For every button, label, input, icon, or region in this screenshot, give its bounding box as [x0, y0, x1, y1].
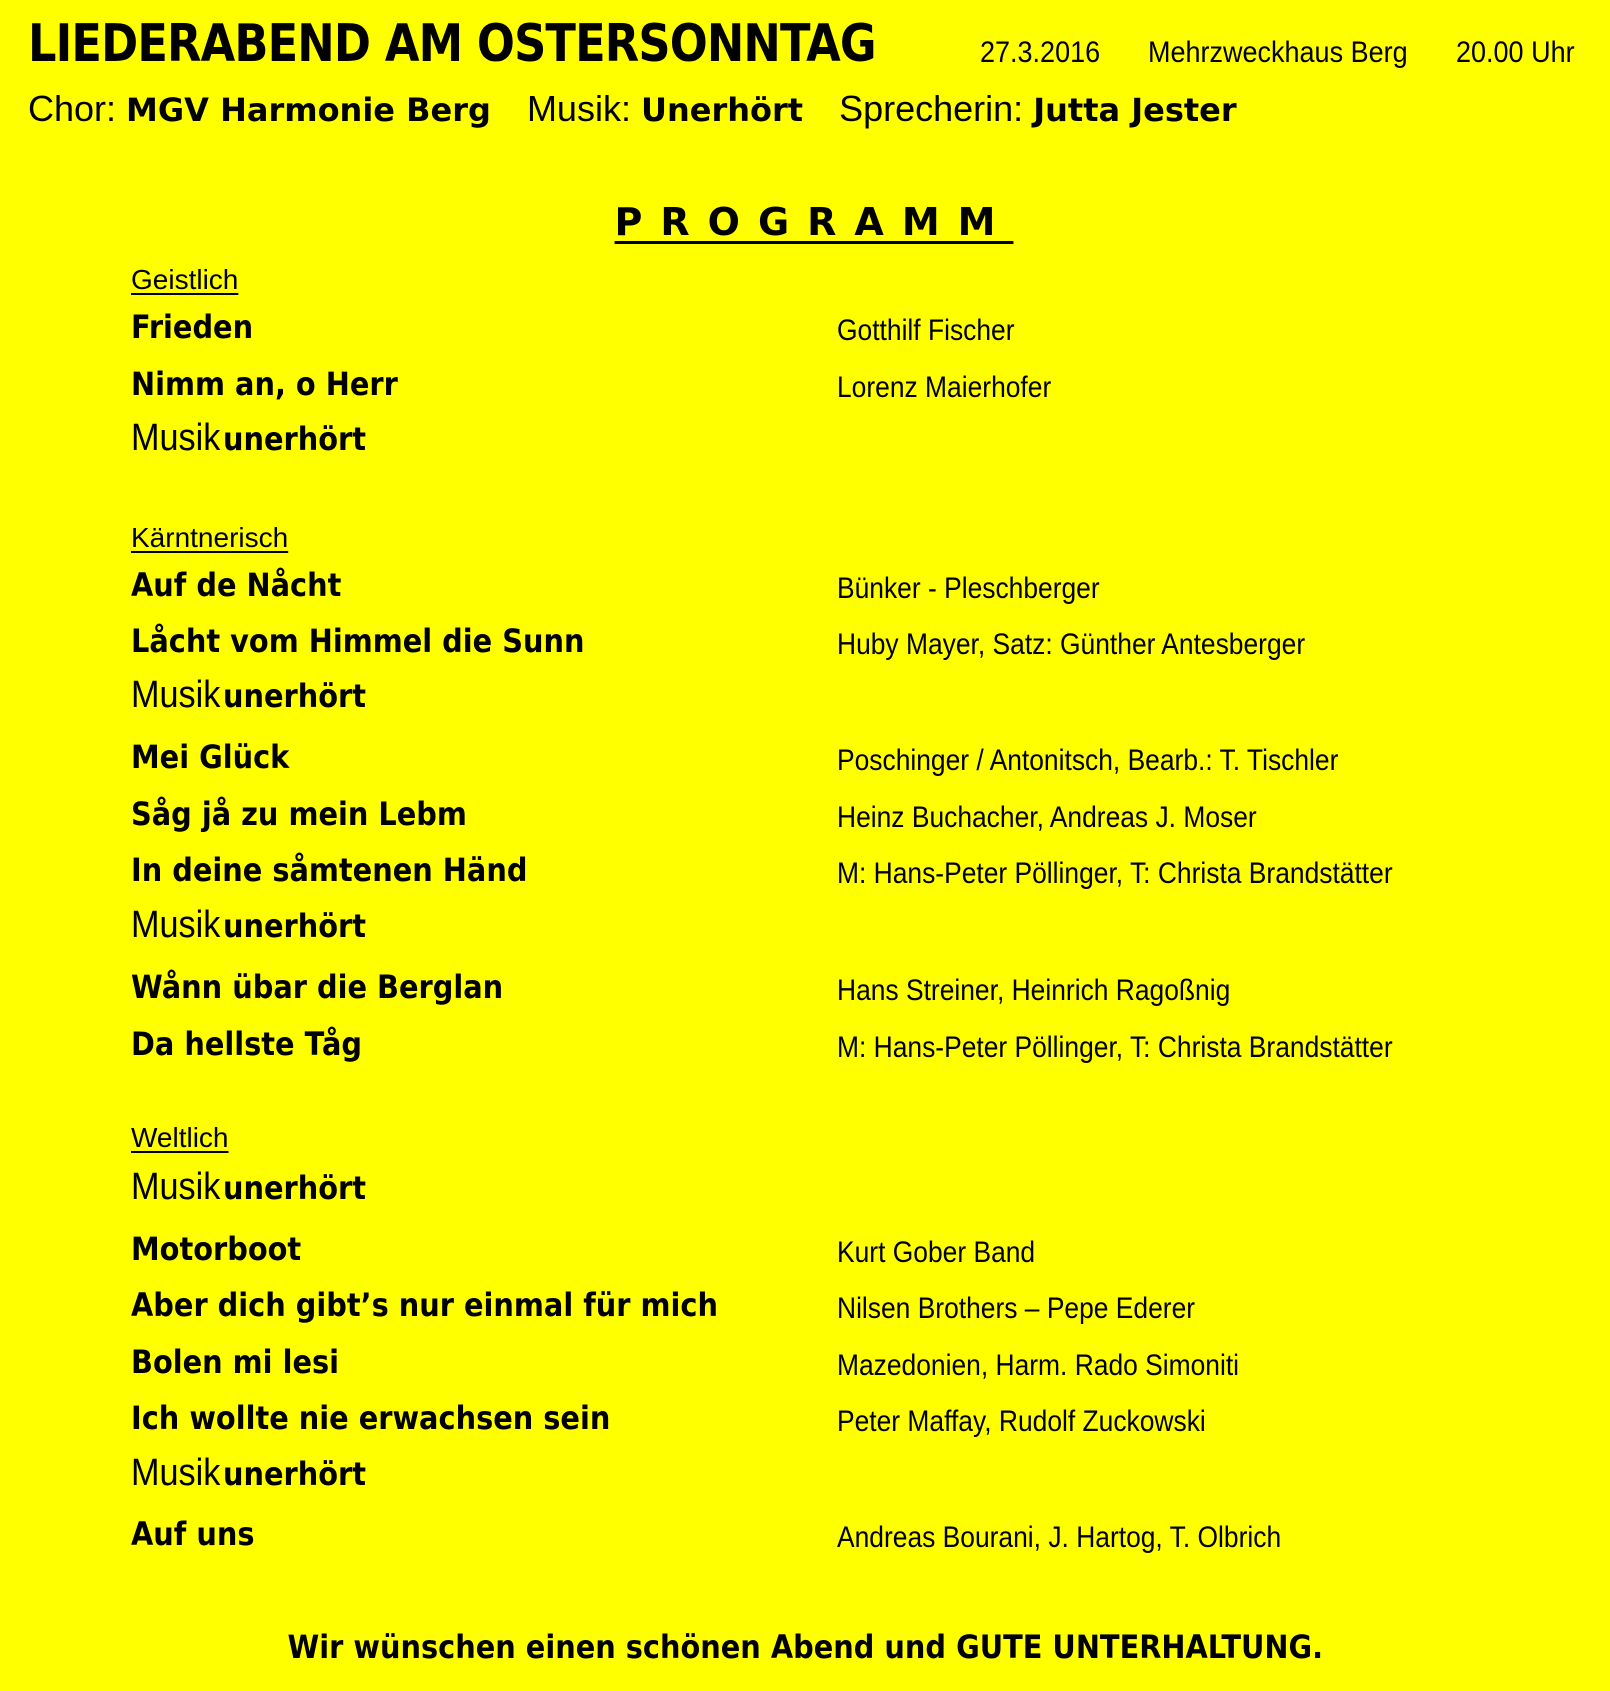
song-composer: M: Hans-Peter Pöllinger, T: Christa Brandstätter [837, 1031, 1393, 1064]
musik-label: Musik [131, 1166, 221, 1208]
program-item [131, 308, 1531, 358]
song-composer: Heinz Buchacher, Andreas J. Moser [837, 801, 1257, 834]
choir-credit [28, 88, 501, 129]
musik-label: Musik [131, 417, 221, 459]
program-item [131, 365, 1531, 415]
song-title: In deine såmtenen Händ [131, 851, 528, 889]
program-item [131, 851, 1531, 901]
song-title: Auf uns [131, 1515, 255, 1553]
event-venue: Mehrzweckhaus Berg [1148, 36, 1408, 69]
song-composer: Lorenz Maierhofer [837, 371, 1052, 404]
song-title: Wånn übar die Berglan [131, 968, 504, 1006]
song-composer: M: Hans-Peter Pöllinger, T: Christa Brandstätter [837, 857, 1393, 890]
song-title: Auf de Nåcht [131, 566, 342, 604]
song-title: Mei Glück [131, 738, 290, 776]
song-composer: Mazedonien, Harm. Rado Simoniti [837, 1349, 1240, 1382]
musik-interlude [131, 417, 382, 460]
program-item [131, 566, 1531, 616]
program-heading [0, 200, 1610, 244]
musik-value: unerhört [222, 907, 366, 945]
music-label: Musik: [526, 88, 631, 129]
song-composer: Nilsen Brothers – Pepe Ederer [837, 1292, 1196, 1325]
musik-interlude [131, 1166, 382, 1209]
music-name: Unerhört [640, 91, 804, 129]
musik-value: unerhört [222, 1169, 366, 1207]
program-item [131, 1286, 1531, 1336]
program-item [131, 1343, 1531, 1393]
program-item [131, 1515, 1531, 1565]
choir-label: Chor: [28, 88, 117, 129]
musik-value: unerhört [222, 1455, 366, 1493]
program-heading-text: PROGRAMM [614, 200, 1014, 244]
event-title: LIEDERABEND AM OSTERSONNTAG [28, 14, 876, 74]
program-item [131, 1230, 1531, 1280]
musik-value: unerhört [222, 677, 366, 715]
section-label-geistlich: Geistlich [131, 264, 239, 295]
program-item [131, 968, 1531, 1018]
credits-line [28, 88, 1263, 130]
program-item [131, 738, 1531, 788]
song-composer: Andreas Bourani, J. Hartog, T. Olbrich [837, 1521, 1282, 1554]
song-title: Aber dich gibt’s nur einmal für mich [131, 1286, 718, 1324]
section-label-kaerntnerisch: Kärntnerisch [131, 522, 289, 553]
section-label-weltlich: Weltlich [131, 1122, 229, 1153]
event-time: 20.00 Uhr [1456, 36, 1575, 69]
song-title: Såg jå zu mein Lebm [131, 795, 467, 833]
program-item [131, 795, 1531, 845]
song-composer: Huby Mayer, Satz: Günther Antesberger [837, 628, 1306, 661]
song-title: Motorboot [131, 1230, 302, 1268]
musik-interlude [131, 904, 382, 947]
song-composer: Kurt Gober Band [837, 1236, 1036, 1269]
musik-value: unerhört [222, 420, 366, 458]
speaker-label: Sprecherin: [839, 88, 1024, 129]
musik-interlude [131, 674, 382, 717]
song-composer: Hans Streiner, Heinrich Ragoßnig [837, 974, 1231, 1007]
choir-name: MGV Harmonie Berg [126, 91, 491, 129]
program-item [131, 1025, 1531, 1075]
song-composer: Gotthilf Fischer [837, 314, 1015, 347]
speaker-credit [839, 88, 1237, 129]
song-composer: Peter Maffay, Rudolf Zuckowski [837, 1405, 1206, 1438]
song-title: Da hellste Tåg [131, 1025, 363, 1063]
song-title: Ich wollte nie erwachsen sein [131, 1399, 611, 1437]
closing-message [0, 1628, 1610, 1666]
song-composer: Bünker - Pleschberger [837, 572, 1100, 605]
musik-label: Musik [131, 674, 221, 716]
song-title: Låcht vom Himmel die Sunn [131, 622, 585, 660]
song-title: Nimm an, o Herr [131, 365, 398, 403]
event-date: 27.3.2016 [980, 36, 1101, 69]
musik-label: Musik [131, 904, 221, 946]
song-title: Frieden [131, 308, 254, 346]
song-title: Bolen mi lesi [131, 1343, 339, 1381]
closing-text: Wir wünschen einen schönen Abend und GUTE UNTERHALTUNG. [287, 1628, 1323, 1666]
program-item [131, 622, 1531, 672]
music-credit [527, 88, 813, 129]
musik-interlude [131, 1452, 382, 1495]
speaker-name: Jutta Jester [1033, 91, 1237, 129]
song-composer: Poschinger / Antonitsch, Bearb.: T. Tischler [837, 744, 1339, 777]
program-item [131, 1399, 1531, 1449]
musik-label: Musik [131, 1452, 221, 1494]
